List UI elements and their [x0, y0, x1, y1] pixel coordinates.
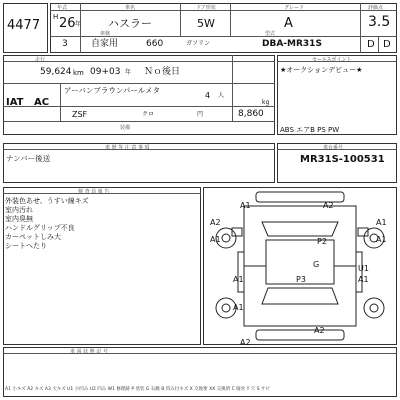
use-value: 自家用: [91, 39, 119, 49]
damage-mark: A1: [233, 275, 244, 284]
grade-value: A: [284, 16, 293, 31]
comment-header: セールスポイント: [312, 57, 352, 63]
legend-text: A1 小キズ A2 キズ A3 大キズ U1 小凹み U2 凹み W1 修理跡 P 塗装 G 石跳 B 凹み付キズ X 交換要 XX 交換済 C 腐食 Y 穴 S サビ: [5, 387, 270, 392]
inspector-header: 検 査 員 報 告: [78, 189, 110, 195]
model-value: DBA-MR31S: [262, 39, 322, 49]
score-exterior: D: [383, 39, 391, 50]
code-value: ZSF: [72, 110, 88, 119]
ac-value: AC: [34, 97, 50, 108]
inspect-date: 09+03: [90, 67, 121, 77]
section-header: 装備: [120, 125, 131, 131]
load-unit: kg: [262, 99, 270, 106]
damage-mark: A1: [358, 275, 369, 284]
car-name-header: 車名: [125, 5, 136, 11]
damage-mark: A1: [376, 235, 387, 244]
inspector-line: 外装色あせ、うすい線キズ: [5, 197, 89, 205]
damage-mark: A1: [376, 218, 387, 227]
comment-value: ★オークションデビュー★: [280, 66, 363, 74]
damage-mark: G: [313, 260, 320, 269]
year-header: 年式: [57, 5, 68, 11]
notes-text: ナンバー後送: [6, 154, 51, 163]
recycle-unit: 円: [197, 111, 204, 118]
year-unit: 年: [75, 21, 82, 28]
doors-value: 5W: [197, 17, 215, 30]
score-value: 3.5: [368, 14, 391, 30]
damage-mark: A2: [314, 326, 325, 335]
inspection-header: 車検: [100, 31, 111, 37]
car-name: ハスラー: [108, 17, 152, 30]
seller-note: Ｎｏ後日: [144, 67, 181, 77]
equipment-value: ABS エアB PS PW: [280, 126, 340, 134]
damage-mark: A2: [240, 338, 251, 347]
mileage-header: 走行: [35, 57, 46, 63]
damage-mark: P2: [317, 237, 327, 246]
inspection-value: 3: [62, 39, 68, 49]
model-header: 型式: [265, 31, 276, 37]
year-era: H: [53, 13, 59, 21]
color-value: アーバンブラウンパールメタ: [64, 86, 160, 95]
trim-value: クロ: [142, 111, 155, 118]
inspect-date-unit: 年: [125, 69, 132, 76]
seats-unit: 人: [218, 92, 225, 99]
recycle-value: 8,860: [238, 109, 264, 119]
mileage-unit: km: [73, 69, 84, 77]
grade-header: グレード: [284, 5, 305, 11]
inspector-line: 室内汚れ: [5, 206, 33, 214]
damage-mark: A2: [210, 218, 221, 227]
seats-value: 4: [205, 91, 211, 100]
lot-number: 4477: [7, 18, 41, 33]
damage-mark: A1: [210, 235, 221, 244]
damage-mark: P3: [296, 275, 306, 284]
fuel-value: ガソリン: [186, 40, 211, 47]
shift-value: IAT: [6, 97, 24, 108]
damage-mark: U1: [358, 264, 369, 273]
inspector-line: カーペットしみ大: [5, 233, 61, 241]
inspector-line: シートへたり: [5, 242, 47, 250]
damage-mark: A2: [323, 201, 334, 210]
damage-mark: A1: [240, 201, 251, 210]
inspector-line: ハンドルグリップ不良: [5, 224, 75, 232]
score-header: 評価点: [368, 5, 384, 11]
legend-header: 車 両 状 態 記 号: [70, 349, 108, 355]
score-interior: D: [367, 39, 375, 50]
chassis-header: 車台番号: [323, 145, 344, 151]
notes-header: 車 歴 等 注 意 事 項: [105, 145, 150, 151]
inspector-line: 室内臭無: [5, 215, 33, 223]
damage-mark: A1: [233, 303, 244, 312]
year-value: 26: [59, 16, 76, 31]
doors-header: ドア形状: [196, 5, 216, 11]
chassis-value: MR31S-100531: [300, 154, 385, 165]
cc-value: 660: [146, 39, 164, 49]
mileage-value: 59,624: [40, 67, 72, 77]
